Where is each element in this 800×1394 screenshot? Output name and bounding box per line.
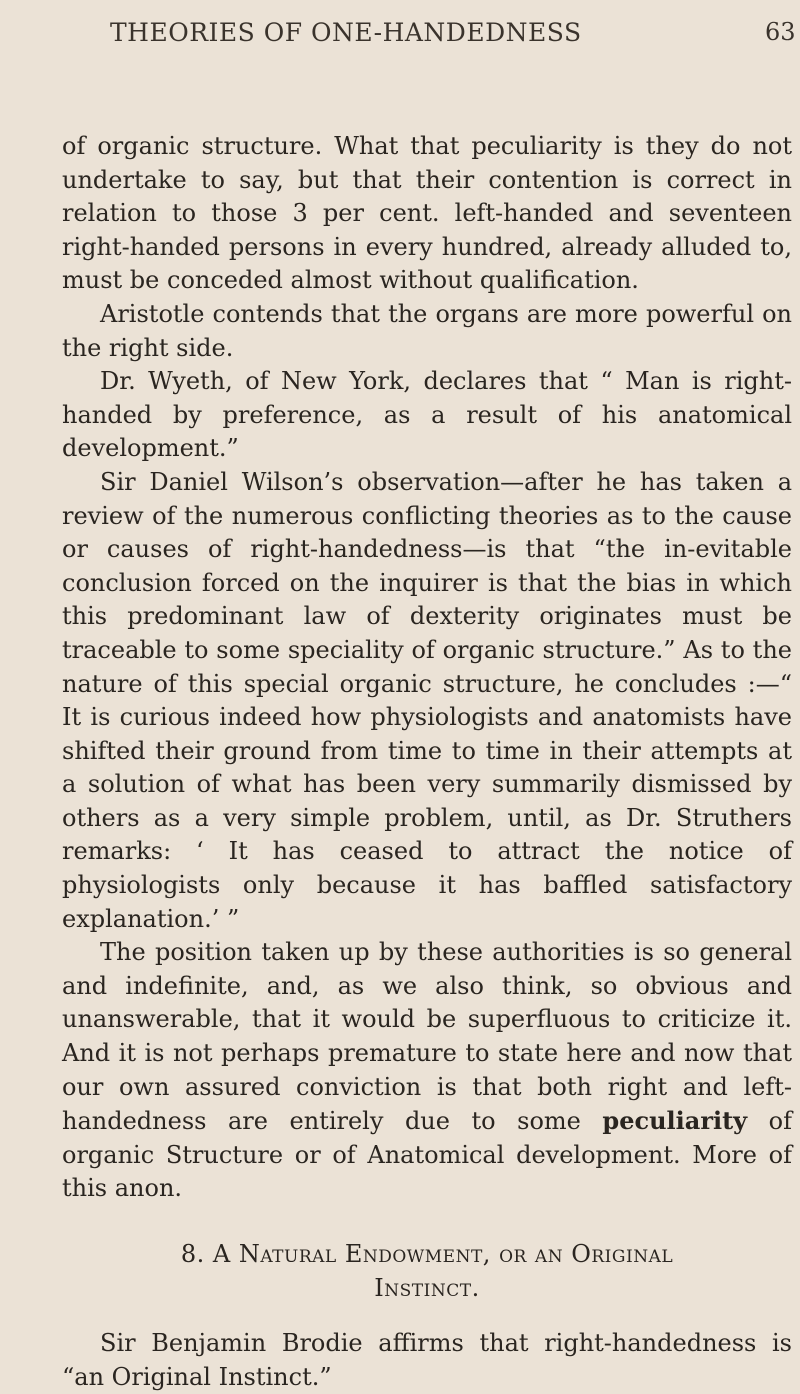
body-text	[62, 130, 792, 1394]
emphasized-word: peculiarity	[602, 1106, 748, 1136]
paragraph: Dr. Wyeth, of New York, declares that “ Man is right-handed by preference, as a result of his anatomical development.”	[62, 367, 792, 463]
running-header	[110, 18, 800, 58]
paragraph: Sir Daniel Wilson’s observation—after he has taken a review of the numerous conflicting theories as to the cause or causes of right-handedness—is that “the in-evitable conclusion forced on the inquirer is that the bias in which this predominant law of dexterity originates must be traceable to some speciality of organic structure.” As to the nature of this special organic structure, he concludes :—“ It is curious indeed how physiologists and anatomists have shifted their ground from time to time in their attempts at a solution of what has been very summarily dismissed by others as a very simple problem, until, as Dr. Struthers remarks: ‘ It has ceased to attract the notice of physiologists only because it has baffled satisfactory explanation.’ ”	[62, 467, 792, 933]
paragraph: Sir Benjamin Brodie affirms that right-handedness is “an Original Instinct.”	[62, 1329, 792, 1391]
paragraph-text: The position taken up by these authorities is so general and indefinite, and, as we also think, so obvious and unanswerable, that it would be superfluous to criticize it. And it is not perhaps premature to state here and now that our own assured conviction is that both right and left-handedness are entirely due to some	[62, 938, 792, 1136]
section-heading	[62, 1238, 792, 1305]
running-title: THEORIES OF ONE-HANDEDNESS	[110, 18, 582, 47]
paragraph	[62, 936, 792, 1206]
section-heading-line: 8. A Natural Endowment, or an Original	[180, 1240, 674, 1268]
paragraph: of organic structure. What that peculiarity is they do not undertake to say, but that their contention is correct in relation to those 3 per cent. left-handed and seventeen right-handed persons in every hundred, already alluded to, must be conceded almost without qualification.	[62, 132, 792, 295]
paragraph-text: of organic Structure or of Anatomical development. More of this anon.	[62, 1107, 792, 1203]
section-heading-line: Instinct.	[374, 1273, 480, 1302]
page-number: 63	[765, 18, 796, 46]
paragraph: Aristotle contends that the organs are more powerful on the right side.	[62, 299, 792, 362]
